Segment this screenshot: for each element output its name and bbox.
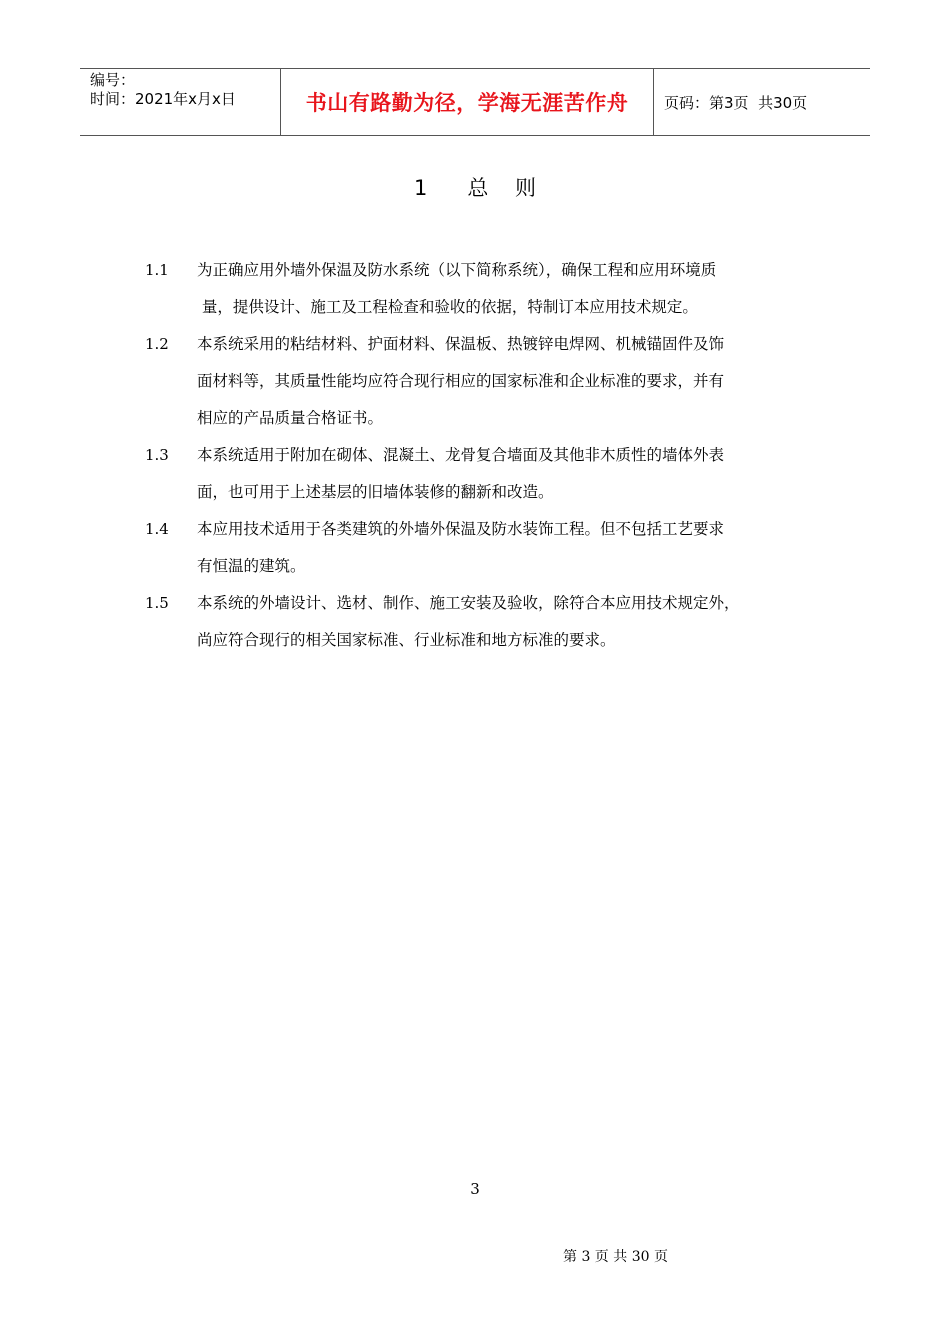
clause-line: 尚应符合现行的相关国家标准、行业标准和地方标准的要求。 xyxy=(197,631,616,649)
clause-text xyxy=(197,437,817,511)
clause-line: 相应的产品质量合格证书。 xyxy=(197,409,384,427)
clause-list xyxy=(145,252,825,659)
clause-line: 为正确应用外墙外保温及防水系统（以下简称系统），确保工程和应用环境质 xyxy=(197,261,717,279)
section-title: 1 总 则 xyxy=(413,176,537,200)
clause-text xyxy=(197,326,817,437)
page-number: 3 xyxy=(470,1180,480,1198)
date-label: 时间：2021年x月x日 xyxy=(90,90,236,108)
clause-line: 本系统采用的粘结材料、护面材料、保温板、热镀锌电焊网、机械锚固件及饰 xyxy=(197,335,725,353)
clause-line: 面，也可用于上述基层的旧墙体装修的翻新和改造。 xyxy=(197,483,554,501)
number-label: 编号： xyxy=(90,71,136,89)
clause-line: 有恒温的建筑。 xyxy=(197,557,306,575)
header-page-info: 页码：第3页 共30页 xyxy=(664,93,808,112)
clause-number: 1.4 xyxy=(145,520,169,538)
clause-number: 1.5 xyxy=(145,594,169,612)
clause-line: 量，提供设计、施工及工程检查和验收的依据，特制订本应用技术规定。 xyxy=(197,298,698,316)
clause-text xyxy=(197,585,817,659)
clause-text xyxy=(197,511,817,585)
header-motto: 书山有路勤为径，学海无涯苦作舟 xyxy=(281,69,654,135)
clause-number: 1.2 xyxy=(145,335,169,353)
document-header xyxy=(80,68,870,136)
clause-line: 本系统适用于附加在砌体、混凝土、龙骨复合墙面及其他非木质性的墙体外表 xyxy=(197,446,725,464)
clause-item xyxy=(145,437,825,511)
clause-text xyxy=(197,252,817,326)
clause-line: 面材料等，其质量性能均应符合现行相应的国家标准和企业标准的要求，并有 xyxy=(197,372,725,390)
clause-number: 1.1 xyxy=(145,261,169,279)
header-meta xyxy=(80,69,281,135)
page-footer: 第 3 页 共 30 页 xyxy=(563,1249,668,1265)
clause-number: 1.3 xyxy=(145,446,169,464)
clause-item xyxy=(145,511,825,585)
clause-line: 本系统的外墙设计、选材、制作、施工安装及验收，除符合本应用技术规定外， xyxy=(197,594,740,612)
clause-line: 本应用技术适用于各类建筑的外墙外保温及防水装饰工程。但不包括工艺要求 xyxy=(197,520,725,538)
clause-item xyxy=(145,252,825,326)
clause-item xyxy=(145,326,825,437)
clause-item xyxy=(145,585,825,659)
